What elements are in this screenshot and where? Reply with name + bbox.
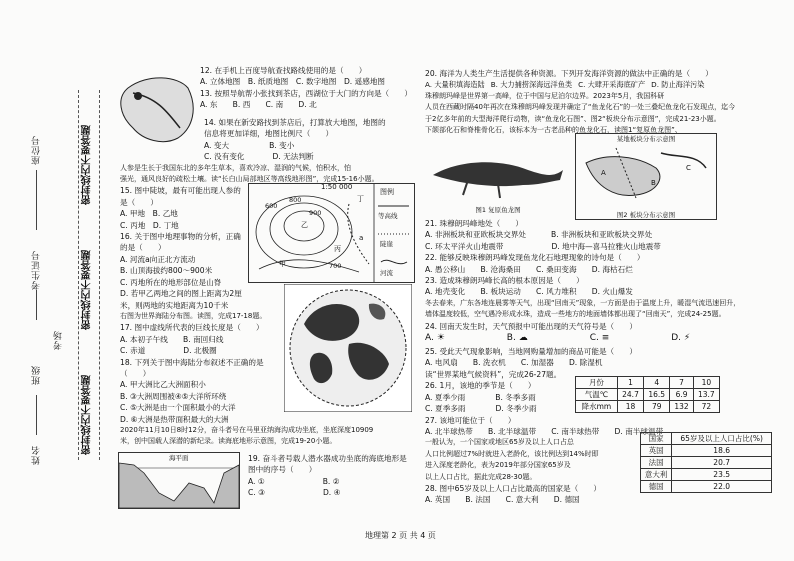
intro-26: 读“世界某地气候资料”，完成26-27题。 <box>425 369 562 379</box>
q17-options-1: A. 本初子午线 B. 南回归线 <box>120 334 224 344</box>
table-header-cell: 7 <box>670 377 693 389</box>
intro-21-b: 人员在西藏时隔40年再次在珠穆朗玛峰发现并确定了“鱼龙化石”的一处三叠纪鱼龙化石发现点，迄今 <box>425 103 736 112</box>
q21-option-c: C. 环太平洋火山地震带 <box>425 241 504 251</box>
table-cell: 气温℃ <box>576 389 618 401</box>
table-cell: 24.7 <box>617 389 643 401</box>
q16: 16. 关于图中地理事物的分析，正确 <box>120 232 241 242</box>
q20-option-d: D. 防止海洋污染 <box>651 80 705 90</box>
label-jia: 甲 <box>279 260 286 268</box>
intro-28-d: 以上人口占比，据此完成28-30题。 <box>425 472 537 481</box>
table-row <box>641 445 772 457</box>
q23-options: A. 地壳变化 B. 板块运动 C. 风力堆积 D. 火山爆发 <box>425 287 633 297</box>
q26-option-d: D. 冬季少雨 <box>495 404 537 414</box>
class-label: 班级 <box>32 365 42 385</box>
seat-label: 座位号 <box>32 135 42 165</box>
plate-label-a: A <box>601 169 606 177</box>
q14-option-b: B. 变小 <box>269 140 295 150</box>
intro-21-a: 珠穆朗玛峰是世界第一高峰，位于中国与尼泊尔边界。2023年5月，我国科研 <box>425 91 665 100</box>
weather-symbol-option-c-icon: C. ≡ <box>589 333 610 344</box>
q22: 22. 能够反映珠穆朗玛峰发现鱼龙化石地理现象的诗句是（ ） <box>425 253 645 263</box>
table-cell: 16.5 <box>644 389 670 401</box>
q13: 13. 按照导航帮小张找到茶店，西湖位于大门的方向是（ ） <box>200 88 412 98</box>
fig2-caption: 图2 板块分布示意图 <box>616 211 676 219</box>
name-label: 姓名 <box>32 445 42 465</box>
q27: 27. 该地可能位于（ ） <box>425 415 516 425</box>
table-row <box>576 389 720 401</box>
q15-options-1: A. 甲地 B. 乙地 <box>120 209 178 219</box>
table-cell: 18.6 <box>672 445 772 457</box>
q18-option-c: C. ⑤大洲是由一个面积最小的大洋 <box>120 403 236 413</box>
legend-contour: 等高线 <box>378 212 398 220</box>
table-header-cell: 4 <box>644 377 670 389</box>
q26: 26. 1月，该地的季节是（ ） <box>425 381 536 391</box>
q18-option-d: D. ⑥大洲是热带面积最大的大洲 <box>120 414 229 424</box>
q18-option-a: A. 甲大洲比乙大洲面积小 <box>120 380 206 390</box>
right-column <box>425 68 770 136</box>
q27-options: A. 北半球热带 B. 北半球温带 C. 南半球热带 D. 南半球温带 <box>425 426 664 436</box>
seal-text: 密封线内不要答题 <box>82 125 93 205</box>
table-row <box>641 469 772 481</box>
table-cell: 72 <box>693 401 719 413</box>
table-cell: 6.9 <box>670 389 693 401</box>
page-footer: 地理第 2 页 共 4 页 <box>365 531 436 540</box>
q13-options: A. 东 B. 西 C. 南 D. 北 <box>200 100 317 110</box>
q26-option-a: A. 夏季少雨 <box>425 392 466 402</box>
table-cell: 法国 <box>641 457 672 469</box>
q20: 20. 海洋为人类生产生活提供各种资源。下列开发海洋资源的做法中正确的是（ ） <box>425 69 713 78</box>
weather-symbol-option-a-icon: A. ☀ <box>425 333 445 344</box>
q16-option-a: A. 河流a向正北方流动 <box>120 254 196 264</box>
q21-option-b: B. 非洲板块和亚欧板块交界处 <box>551 230 653 240</box>
plate-map <box>575 133 717 220</box>
sea-level-label: 海平面 <box>169 454 189 462</box>
intro-28-a: 一般认为，一个国家或地区65岁及以上人口占总 <box>425 438 574 447</box>
q19-b: 图中的序号（ ） <box>248 465 317 475</box>
q14-b: 信息将更加详细，地图比例尺（ ） <box>204 129 334 139</box>
q17-options-2: C. 赤道 D. 北极圈 <box>120 346 217 356</box>
q19-block <box>248 453 408 499</box>
q16-option-c: C. 丙地所在的地形部位是山脊 <box>120 277 222 287</box>
table-header-cell: 1 <box>617 377 643 389</box>
table-cell: 132 <box>670 401 693 413</box>
q21-option-a: A. 非洲板块和亚欧板块交界处 <box>425 230 527 240</box>
room-label: 考场 <box>54 330 64 350</box>
q19-option-c: C. ③ <box>248 488 265 498</box>
weather-symbol-option-d-icon: D. ⚡ <box>671 333 691 344</box>
table-cell: 23.5 <box>672 469 772 481</box>
intro-19-a: 2020年11月10日8时12分，奋斗者号在马里亚纳海沟成功坐底，坐底深度10909 <box>120 425 374 434</box>
intro-28-c: 进入深度老龄化，表为2019年部分国家65岁及 <box>425 461 571 470</box>
intro-24-b: 墙体温度较低，空气遇冷形成水珠，造成一些地方的地面墙体都出现了“回南天”，完成24-25题。 <box>425 310 726 319</box>
q20-option-b: B. 大力捕捞深海远洋鱼类 <box>490 80 573 90</box>
q22-options: A. 愚公移山 B. 沧海桑田 C. 桑田变海 D. 海枯石烂 <box>425 264 633 274</box>
q21-option-d: D. 地中海—喜马拉雅火山地震带 <box>551 241 661 251</box>
q16-option-d: D. 若甲乙两地之间的图上距离为2厘 <box>120 289 242 299</box>
q14-option-c: C. 没有变化 <box>204 152 245 162</box>
legend-title: 图例 <box>380 188 394 196</box>
q28-options: A. 英国 B. 法国 C. 意大利 D. 德国 <box>425 495 580 505</box>
table-row <box>576 401 720 413</box>
left-column <box>200 65 410 111</box>
intro-17-a: 右图为世界海陆分布图。读图，完成17-18题。 <box>120 311 267 320</box>
q12-options: A. 立体地图 B. 纸质地图 C. 数字地图 D. 遥感地图 <box>200 77 386 87</box>
q14: 14. 如果在新安路找到茶店后，打算放大地图，地图的 <box>204 118 386 127</box>
aging-table-header <box>641 433 772 445</box>
label-river-a: a <box>359 234 364 242</box>
q19-option-a: A. ① <box>248 476 265 486</box>
table-cell: 英国 <box>641 445 672 457</box>
climate-table-header <box>576 377 720 389</box>
table-cell: 意大利 <box>641 469 672 481</box>
plate-label-b: B <box>651 179 656 187</box>
label-yi: 乙 <box>301 221 308 229</box>
q25: 25. 受此天气现象影响，当地网购量增加的商品可能是（ ） <box>425 347 637 357</box>
intro-19-b: 米，创中国载人深潜的新纪录。读海底地形示意图，完成19-20小题。 <box>120 437 337 446</box>
intro-15-b: 强光，通风良好的疏松土壤。读“长白山局部地区等高线地形图”，完成15-16小题。 <box>120 175 379 184</box>
intro-28-b: 人口比例超过7%时就进入老龄化，该比例达到14%时即 <box>425 449 599 458</box>
map-scale: 1:50 000 <box>321 183 353 191</box>
intro-21-d: 下颌部化石和脊椎骨化石，该标本为一古老品种的鱼龙化石，读图1“复原鱼龙图”、 <box>425 126 682 135</box>
fig1-caption: 图1 复原鱼龙图 <box>475 206 521 214</box>
table-cell: 降水mm <box>576 401 618 413</box>
q20-option-a: A. 大量积填海造陆 <box>425 80 485 90</box>
q17: 17. 图中虚线所代表的巨线长度是（ ） <box>120 323 264 333</box>
q28: 28. 图中65岁及以上人口占比最高的国家是（ ） <box>425 483 602 493</box>
weather-symbol-option-b-icon: B. ☁ <box>506 333 528 344</box>
blank-line <box>36 395 37 435</box>
table-cell: 22.0 <box>672 481 772 493</box>
intro-15-a: 人参是生长于我国东北的多年生草本，喜欢冷凉、湿润的气候，怕积水，怕 <box>120 163 351 172</box>
seal-text: 密封线内不要答题 <box>82 250 93 330</box>
table-header-cell: 10 <box>693 377 719 389</box>
q18: 18. 下列关于图中海陆分布叙述不正确的是 <box>120 357 264 367</box>
label-ding: 丁 <box>357 195 364 203</box>
q26-option-b: B. 冬季多雨 <box>495 392 536 402</box>
q20-option-c: C. 大肆开采海底矿产 <box>578 80 646 90</box>
q19: 19. 奋斗者号载人潜水器成功坐底的海底地形是 <box>248 454 407 463</box>
intro-21-c: 于2亿多年前的大型海洋爬行动物，读“鱼龙化石图”、图2“板块分布示意图”，完成21-23小题。 <box>425 114 721 123</box>
q24: 24. 回南天发生时，天气预报中可能出现的天气符号是（ ） <box>425 321 637 331</box>
seafloor-profile <box>118 452 240 509</box>
climate-table <box>575 376 720 413</box>
plate-label-c: C <box>686 164 691 172</box>
q18-option-b: B. ③大洲周围被④⑤大洋所环绕 <box>120 391 227 401</box>
aging-table <box>640 432 772 493</box>
label-bing: 丙 <box>334 245 341 253</box>
exam-no-label: 考生证号 <box>32 250 42 290</box>
q16-b: 的是（ ） <box>120 243 166 253</box>
table-header-cell: 月份 <box>576 377 618 389</box>
contour-map <box>248 183 415 283</box>
contour-label-700: 700 <box>329 262 342 270</box>
table-cell: 13.7 <box>693 389 719 401</box>
q26-option-c: C. 夏季多雨 <box>425 404 466 414</box>
q19-option-d: D. ④ <box>322 488 341 498</box>
q14-option-d: D. 无法判断 <box>272 152 314 162</box>
q15: 15. 图中陡坡，最有可能出现人参的 <box>120 186 241 196</box>
q16-option-d-2: 米，则两地的实地距离为10千米 <box>120 300 229 310</box>
legend-cliff: 陡崖 <box>380 240 393 248</box>
table-cell: 德国 <box>641 481 672 493</box>
contour-label-900: 900 <box>309 209 322 217</box>
table-cell: 18 <box>617 401 643 413</box>
table-header-cell: 国家 <box>641 433 672 445</box>
table-header-cell: 65岁及以上人口占比(%) <box>672 433 772 445</box>
q19-option-b: B. ② <box>322 476 340 486</box>
q16-option-b: B. 山顶海拔约800～900米 <box>120 266 213 276</box>
legend-river: 河流 <box>380 269 393 277</box>
contour-label-800: 800 <box>289 196 302 204</box>
fig2-title: 某地板块分布示意图 <box>616 135 676 143</box>
fossil-figure <box>428 140 568 215</box>
contour-label-600: 600 <box>265 202 278 210</box>
q15-b: 是（ ） <box>120 197 158 207</box>
q15-options-2: C. 丙地 D. 丁地 <box>120 220 179 230</box>
world-map <box>284 284 412 412</box>
q25-options: A. 电风扇 B. 洗衣机 C. 加湿器 D. 除湿机 <box>425 358 603 368</box>
table-row <box>641 457 772 469</box>
intro-24-a: 冬去春来，广东各地连晨雾等天气，出现“回南天”现象，一方面是由于温度上升，暖湿气流迅速回升， <box>425 298 741 307</box>
q23: 23. 造成珠穆朗玛峰长高的根本原因是（ ） <box>425 276 584 286</box>
weather-symbols <box>425 332 770 346</box>
q12: 12. 在手机上百度导航查找路线使用的是（ ） <box>200 66 367 75</box>
table-cell: 20.7 <box>672 457 772 469</box>
q18-b: （ ） <box>120 368 151 378</box>
table-cell: 79 <box>644 401 670 413</box>
seal-text: 密封线内不要答题 <box>82 375 93 455</box>
blank-line <box>36 170 37 230</box>
blank-line <box>36 290 37 320</box>
q14-option-a: A. 变大 <box>204 140 230 150</box>
q21: 21. 珠穆朗玛峰地处（ ） <box>425 219 524 228</box>
table-row <box>641 481 772 493</box>
